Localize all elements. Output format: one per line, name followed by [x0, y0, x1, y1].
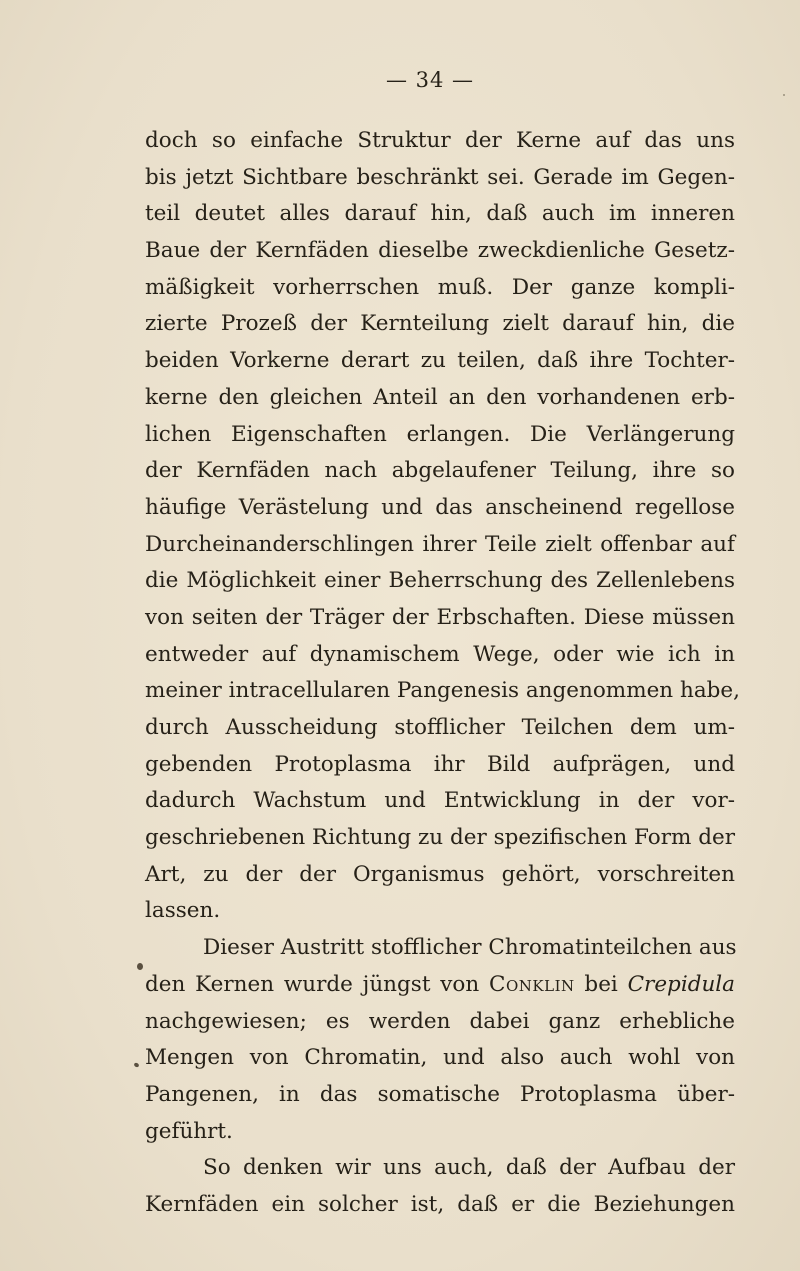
- text-line: Mengen von Chromatin, und also auch wohl von: [145, 1045, 735, 1071]
- text-line-with-citation: [145, 967, 735, 1004]
- text-line: bis jetzt Sichtbare beschränkt sei. Gerade im Gegen-: [145, 164, 735, 190]
- text-line: teil deutet alles darauf hin, daß auch im inneren: [145, 201, 735, 227]
- text-line: gebenden Protoplasma ihr Bild aufprägen, und: [145, 751, 735, 777]
- author-name: Conklin: [489, 971, 575, 997]
- text-line: meiner intracellularen Pangenesis angenommen habe,: [145, 678, 740, 704]
- text-line: Baue der Kernfäden dieselbe zweckdienliche Gesetz-: [145, 238, 735, 264]
- text-line: lichen Eigenschaften erlangen. Die Verlängerung: [145, 421, 735, 447]
- text-line: häufige Verästelung und das anscheinend regellose: [145, 494, 735, 520]
- text-line: zierte Prozeß der Kernteilung zielt darauf hin, die: [145, 311, 735, 337]
- paragraph-start-line: So denken wir uns auch, daß der Aufbau der: [203, 1155, 735, 1181]
- text-line: nachgewiesen; es werden dabei ganz erhebliche: [145, 1008, 735, 1034]
- text-line: dadurch Wachstum und Entwicklung in der vor-: [145, 788, 735, 814]
- text-line: geschriebenen Richtung zu der spezifischen Form der: [145, 825, 735, 851]
- text-line: mäßigkeit vorherrschen muß. Der ganze kompli-: [145, 274, 735, 300]
- text-line: Durcheinanderschlingen ihrer Teile zielt offenbar auf: [145, 531, 735, 557]
- paper-speck: [137, 963, 143, 970]
- page-number: — 34 —: [385, 68, 475, 92]
- text-line: lassen.: [145, 898, 221, 924]
- text-line: doch so einfache Struktur der Kerne auf das uns: [145, 128, 735, 153]
- text-segment: bei: [574, 971, 628, 997]
- text-line: durch Ausscheidung stofflicher Teilchen dem um-: [145, 715, 735, 740]
- text-line: die Möglichkeit einer Beherrschung des Zellenlebens: [145, 568, 735, 594]
- text-line: Kernfäden ein solcher ist, daß er die Beziehungen: [145, 1191, 735, 1217]
- paper-speck: [133, 1062, 139, 1068]
- text-line: geführt.: [145, 1118, 233, 1144]
- text-line: der Kernfäden nach abgelaufener Teilung, ihre so: [145, 458, 735, 484]
- text-line: beiden Vorkerne derart zu teilen, daß ihre Tochter-: [145, 348, 735, 374]
- text-line: von seiten der Träger der Erbschaften. Diese müssen: [145, 604, 735, 630]
- text-segment: den Kernen wurde jüngst von: [145, 971, 480, 997]
- text-line: kerne den gleichen Anteil an den vorhandenen erb-: [145, 384, 735, 410]
- paragraph-start-line: Dieser Austritt stofflicher Chromatinteilchen aus: [203, 935, 737, 961]
- body-text: [145, 123, 740, 1224]
- species-name: Crepidula: [627, 971, 736, 997]
- text-line: Art, zu der der Organismus gehört, vorschreiten: [145, 861, 735, 887]
- paper-speck: [783, 94, 785, 96]
- text-line: entweder auf dynamischem Wege, oder wie ich in: [145, 641, 735, 667]
- text-line: Pangenen, in das somatische Protoplasma über-: [145, 1081, 735, 1107]
